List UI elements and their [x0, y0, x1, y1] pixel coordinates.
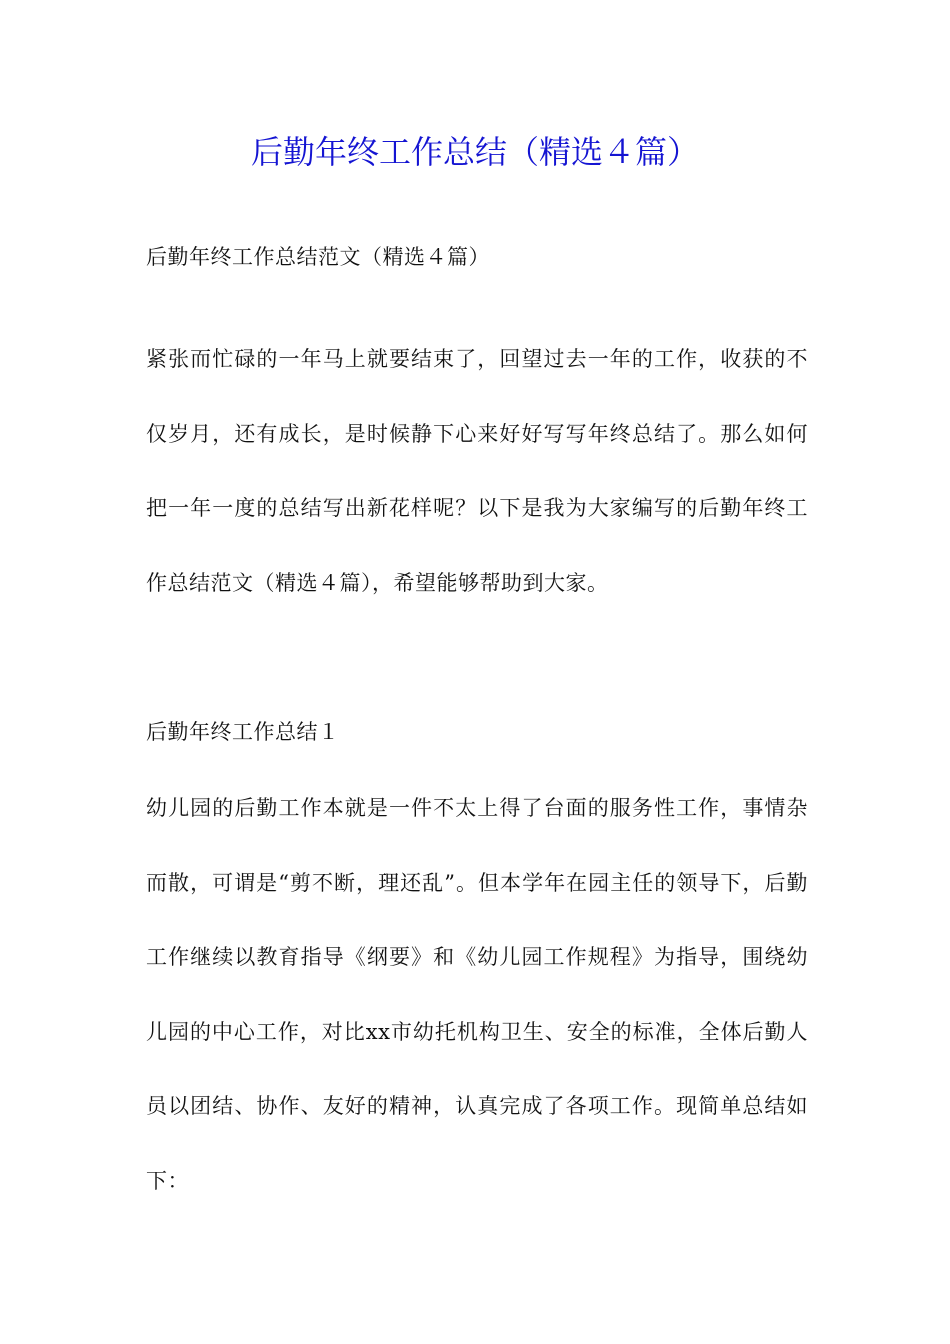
document-title: 后勤年终工作总结（精选４篇）: [250, 133, 699, 171]
intro-paragraph: 紧张而忙碌的一年马上就要结束了，回望过去一年的工作，收获的不仅岁月，还有成长，是时候静下心来好好写写年终总结了。那么如何把一年一度的总结写出新花样呢？以下是我为大家编写的后勤年终工作总结范文（精选４篇），希望能够帮助到大家。: [146, 347, 808, 595]
section-1-heading: 后勤年终工作总结１: [146, 720, 340, 744]
section-1-paragraph: 幼儿园的后勤工作本就是一件不太上得了台面的服务性工作，事情杂而散，可谓是“剪不断，理还乱”。但本学年在园主任的领导下，后勤工作继续以教育指导《纲要》和《幼儿园工作规程》为指导，围绕幼儿园的中心工作，对比xx市幼托机构卫生、安全的标准，全体后勤人员以团结、协作、友好的精神，认真完成了各项工作。现简单总结如下：: [146, 796, 808, 1193]
document-subtitle: 后勤年终工作总结范文（精选４篇）: [146, 245, 490, 269]
